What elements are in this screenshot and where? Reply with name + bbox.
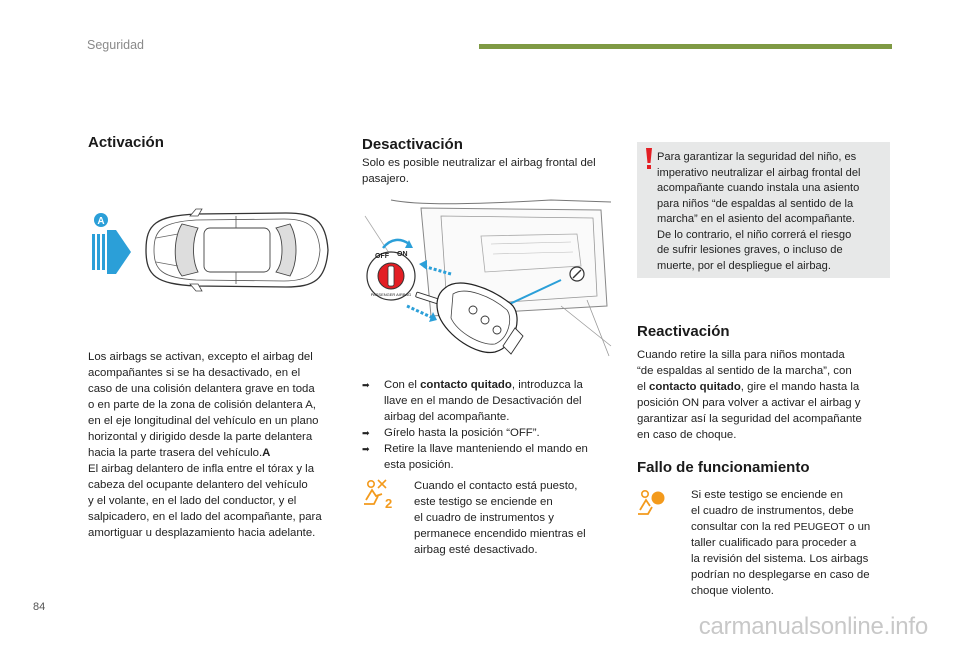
reactivacion-paragraph: Cuando retire la silla para niños montada “de espaldas al sentido de la marcha”, con el contacto quitado, gire el mando hasta la posición ON para volver a activar el airbag y garantizar así la seguridad del acompañante en caso de choque. (637, 349, 862, 441)
step-2: ➡ Gírelo hasta la posición “OFF”. (362, 427, 540, 439)
activacion-heading: Activación (88, 134, 164, 151)
step-1: ➡ Con el contacto quitado, introduzca la llave en el mando de Desactivación del airbag del acompañante. (362, 379, 583, 423)
step-3: ➡ Retire la llave manteniendo el mando en esta posición. (362, 443, 588, 471)
switch-off-label: OFF (375, 253, 389, 260)
switch-ring-label: PASSENGER AIRBAG (370, 292, 412, 297)
key-switch-icon (361, 196, 614, 364)
section-title: Seguridad (87, 38, 144, 52)
figure-label-a: A (97, 216, 105, 227)
warning-exclamation-icon (643, 147, 655, 171)
watermark: carmanualsonline.info (698, 613, 928, 640)
desactivacion-heading: Desactivación (362, 136, 463, 153)
switch-on-label: ON (397, 251, 408, 258)
indicator-number: 2 (385, 496, 393, 510)
car-top-view-icon (86, 208, 336, 300)
page-number: 84 (33, 601, 46, 613)
indicator-description: Cuando el contacto está puesto, este testigo se enciende en el cuadro de instrumentos y permanece encendido mientras el airbag esté desactivado. (414, 480, 586, 556)
airbag-off-warning-icon (362, 478, 396, 510)
fallo-paragraph: Si este testigo se enciende en el cuadro de instrumentos, debe consultar con la red PEUGEOT o un taller cualificado para proceder a la revisión del sistema. Los airbags podrían no desplegarse en caso de choque violento. (691, 489, 871, 597)
reactivacion-heading: Reactivación (637, 323, 730, 340)
desactivacion-intro: Solo es posible neutralizar el airbag frontal del pasajero. (362, 157, 596, 185)
child-safety-warning-text: Para garantizar la seguridad del niño, es imperativo neutralizar el airbag frontal del acompañante cuando instala una asiento para niños “de espaldas al sentido de la marcha” en el asiento del acompañante. De lo contrario, el niño correrá el riesgo de sufrir lesiones graves, o incluso de muerte, por el despliegue el airbag. (657, 151, 861, 272)
header-accent-bar (479, 44, 892, 49)
desactivacion-steps (362, 377, 614, 473)
airbag-fault-warning-icon (637, 488, 671, 516)
activacion-paragraph: Los airbags se activan, excepto el airbag del acompañantes si se ha desactivado, en el caso de una colisión delantera grave en toda o en parte de la zona de colisión delantera A, en el eje longitudinal del vehículo en un plano horizontal y dirigido desde la parte delantera hacia la parte trasera del vehículo.A El airbag delantero de infla entre el tórax y la cabeza del ocupante delantero del vehículo y el volante, en el lado del conductor, y el salpicadero, en el lado del acompañante, para amortiguar u desplazamiento hacia adelante. (88, 351, 322, 539)
fallo-heading: Fallo de funcionamiento (637, 459, 810, 476)
